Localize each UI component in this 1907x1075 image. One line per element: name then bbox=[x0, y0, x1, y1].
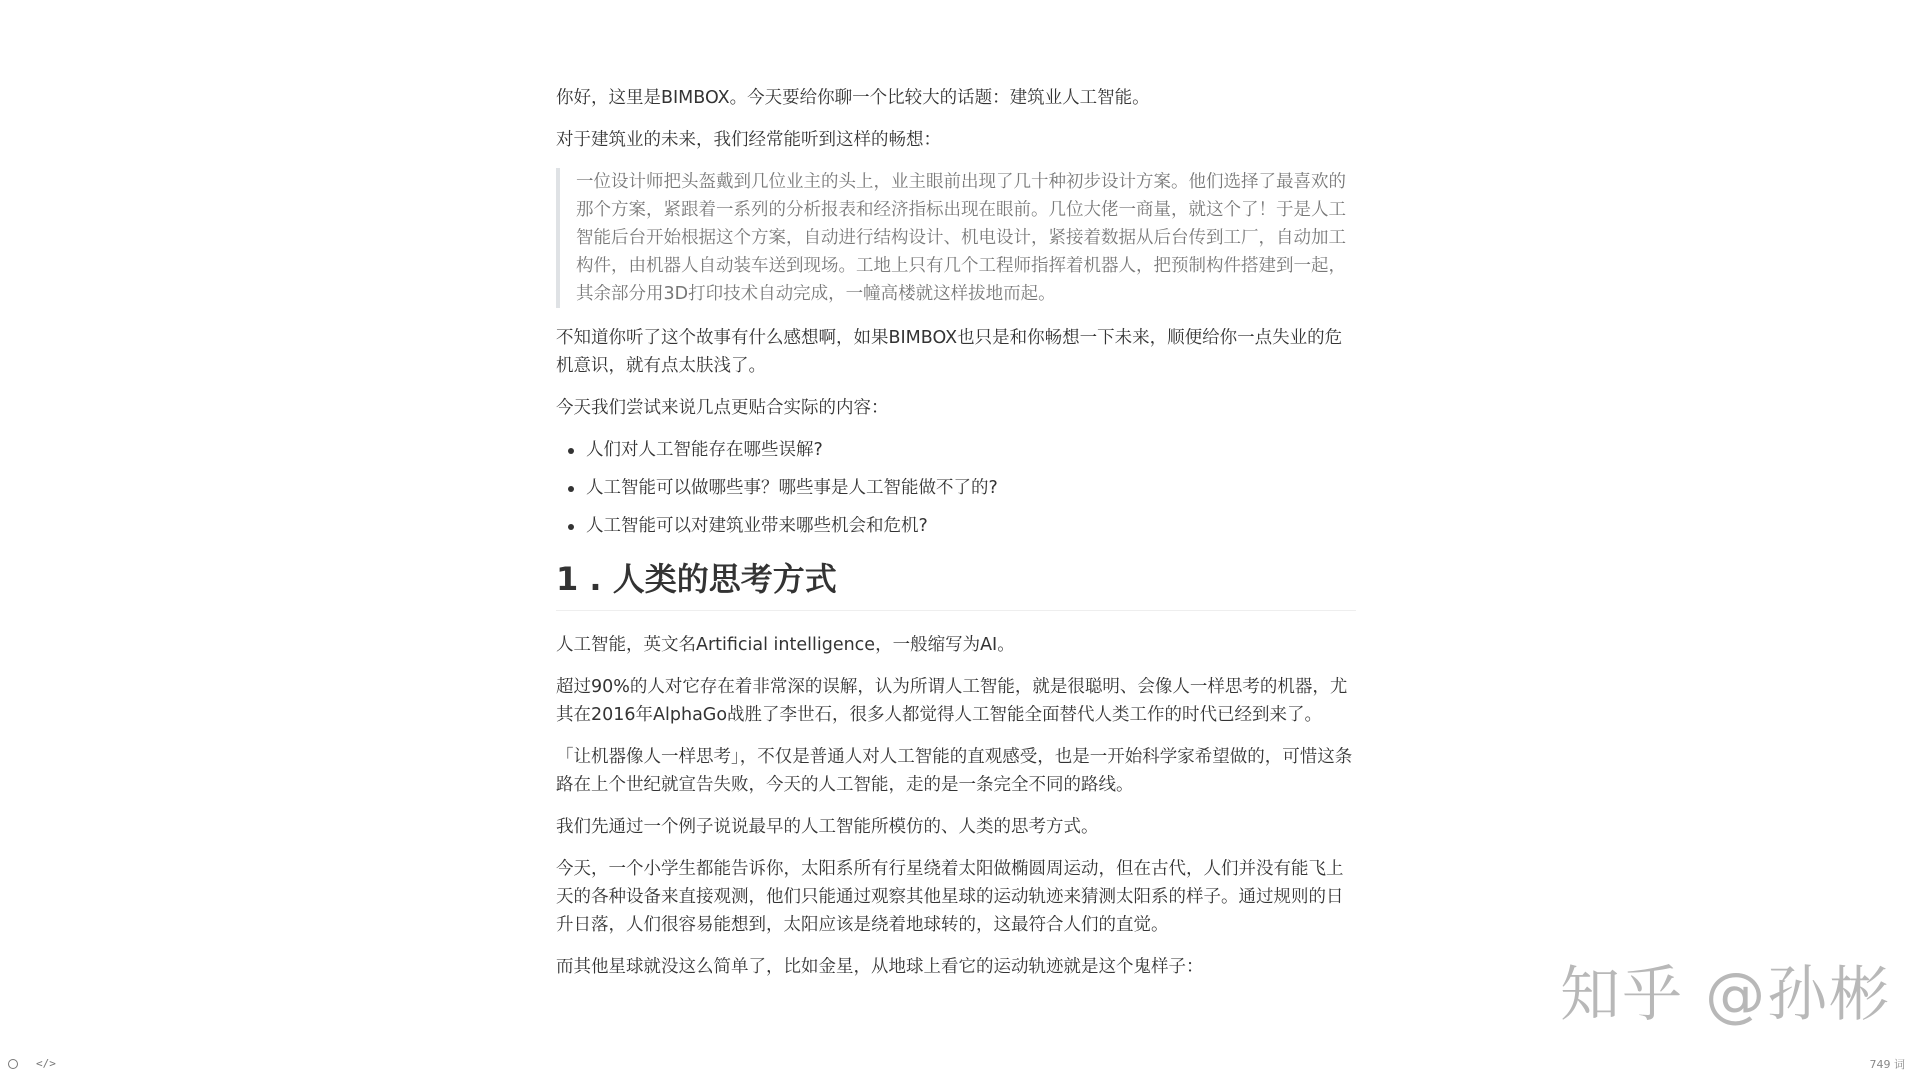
watermark: 知乎 @孙彬 bbox=[1560, 960, 1892, 1030]
list-item bbox=[556, 512, 1356, 540]
bullet-list bbox=[556, 436, 1356, 540]
word-count[interactable]: 749 词 bbox=[1869, 1058, 1905, 1071]
paragraph-venus: 而其他星球就没这么简单了，比如金星，从地球上看它的运动轨迹就是这个鬼样子： bbox=[556, 957, 1204, 977]
sidebar-toggle-icon[interactable] bbox=[8, 1059, 18, 1069]
paragraph-intro: 你好，这里是BIMBOX。今天要给你聊一个比较大的话题：建筑业人工智能。 bbox=[556, 88, 1150, 108]
paragraph-feeling: 不知道你听了这个故事有什么感想啊，如果BIMBOX也只是和你畅想一下未来，顺便给你一点失业的危机意识，就有点太肤浅了。 bbox=[556, 328, 1343, 376]
paragraph-example: 我们先通过一个例子说说最早的人工智能所模仿的、人类的思考方式。 bbox=[556, 817, 1099, 837]
bullet-dot-icon bbox=[568, 448, 574, 454]
section-heading: 1 . 人类的思考方式 bbox=[556, 558, 1356, 611]
statusbar-left bbox=[8, 1058, 56, 1070]
blockquote bbox=[556, 168, 1356, 308]
paragraph-lead: 对于建筑业的未来，我们经常能听到这样的畅想： bbox=[556, 130, 941, 150]
paragraph-today: 今天我们尝试来说几点更贴合实际的内容： bbox=[556, 398, 889, 418]
paragraph-solar: 今天，一个小学生都能告诉你，太阳系所有行星绕着太阳做椭圆周运动，但在古代，人们并没有能飞上天的各种设备来直接观测，他们只能通过观察其他星球的运动轨迹来猜测太阳系的样子。通过规则的日升日落，人们很容易能想到，太阳应该是绕着地球转的，这最符合人们的直觉。 bbox=[556, 859, 1344, 935]
document-body[interactable] bbox=[556, 84, 1356, 995]
list-item-text: 人们对人工智能存在哪些误解? bbox=[586, 440, 823, 460]
bullet-dot-icon bbox=[568, 486, 574, 492]
list-item bbox=[556, 436, 1356, 464]
blockquote-text: 一位设计师把头盔戴到几位业主的头上，业主眼前出现了几十种初步设计方案。他们选择了最喜欢的那个方案，紧跟着一系列的分析报表和经济指标出现在眼前。几位大佬一商量，就这个了！于是人工智能后台开始根据这个方案，自动进行结构设计、机电设计，紧接着数据从后台传到工厂，自动加工构件，由机器人自动装车送到现场。工地上只有几个工程师指挥着机器人，把预制构件搭建到一起，其余部分用3D打印技术自动完成，一幢高楼就这样拔地而起。 bbox=[576, 172, 1346, 304]
bullet-dot-icon bbox=[568, 524, 574, 530]
list-item-text: 人工智能可以对建筑业带来哪些机会和危机? bbox=[586, 516, 928, 536]
paragraph-misunderstand: 超过90%的人对它存在着非常深的误解，认为所谓人工智能，就是很聪明、会像人一样思考的机器，尤其在2016年AlphaGo战胜了李世石，很多人都觉得人工智能全面替代人类工作的时代已经到来了。 bbox=[556, 677, 1348, 725]
paragraph-think-like-human: 「让机器像人一样思考」，不仅是普通人对人工智能的直观感受，也是一开始科学家希望做的，可惜这条路在上个世纪就宣告失败，今天的人工智能，走的是一条完全不同的路线。 bbox=[556, 747, 1353, 795]
source-code-icon[interactable]: </> bbox=[36, 1057, 56, 1070]
list-item-text: 人工智能可以做哪些事？哪些事是人工智能做不了的? bbox=[586, 478, 998, 498]
list-item bbox=[556, 474, 1356, 502]
paragraph-ai-name: 人工智能，英文名Artificial intelligence，一般缩写为AI。 bbox=[556, 635, 1015, 655]
